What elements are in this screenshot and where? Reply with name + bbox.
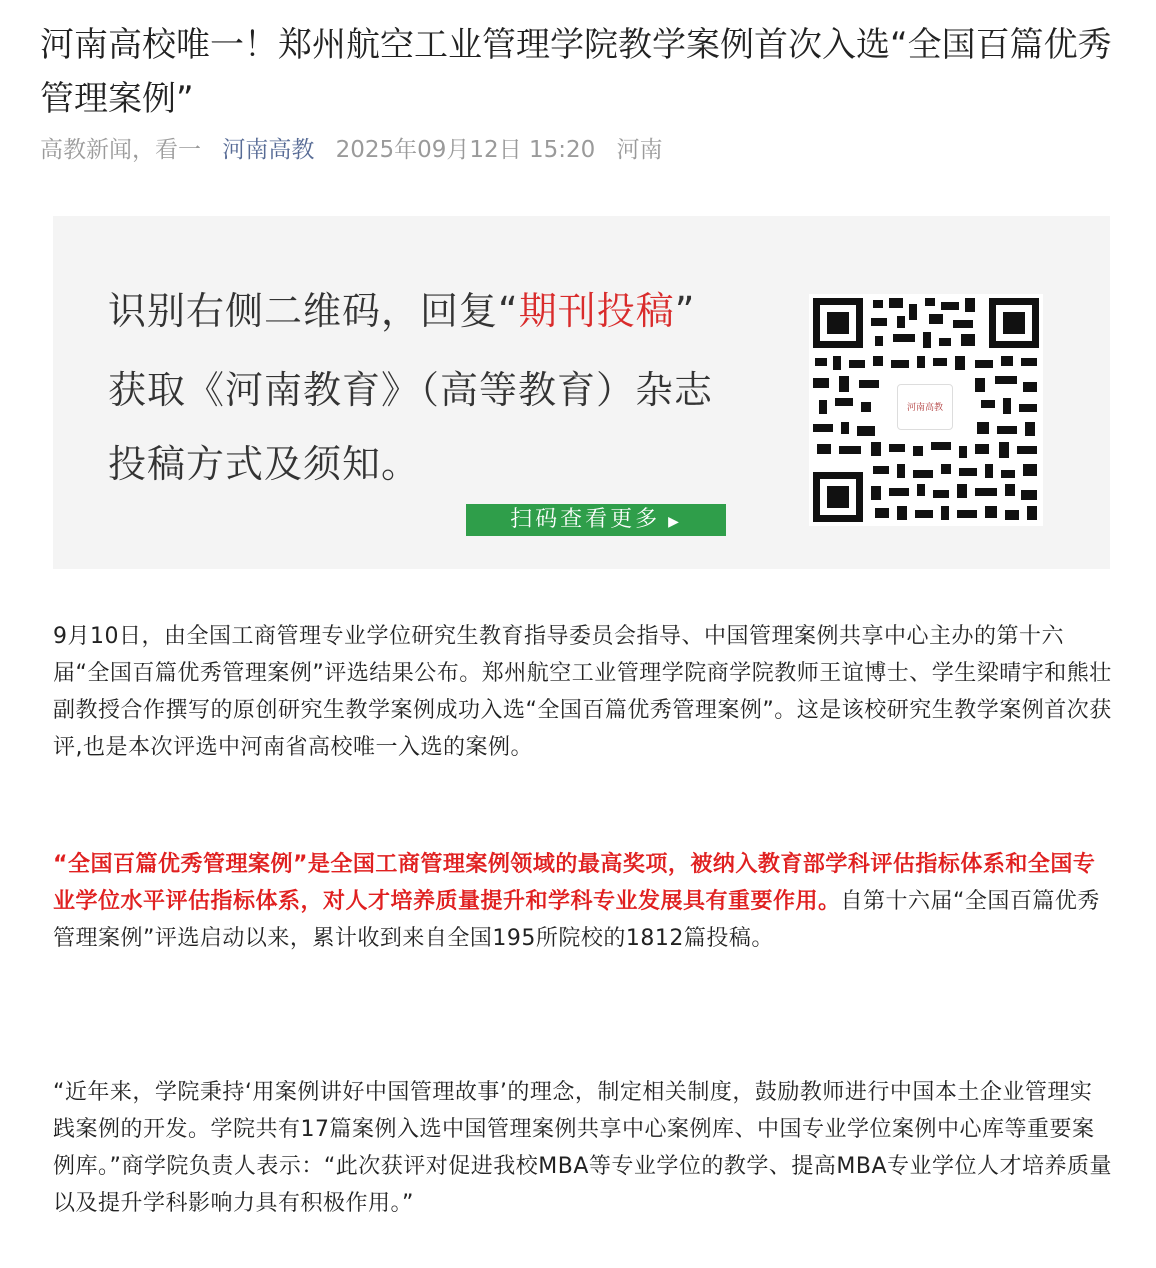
banner-line-1-prefix: 识别右侧二维码，回复“ xyxy=(108,289,519,333)
publish-location: 河南 xyxy=(616,137,663,163)
banner-line-2: 获取《河南教育》（高等教育）杂志 xyxy=(108,368,714,412)
play-arrow-icon: ▶ xyxy=(668,514,682,530)
scan-more-button[interactable] xyxy=(466,504,726,536)
body-paragraph-2-rest: 自第十六届“全国百篇优秀管理案例”评选启动以来，累计收到来自全国195所院校的1812篇投稿。 xyxy=(53,889,1100,951)
banner-line-3: 投稿方式及须知。 xyxy=(108,442,421,486)
body-paragraph-1: 9月10日，由全国工商管理专业学位研究生教育指导委员会指导、中国管理案例共享中心主办的第十六届“全国百篇优秀管理案例”评选结果公布。郑州航空工业管理学院商学院教师王谊博士、学生梁晴宇和熊壮副教授合作撰写的原创研究生教学案例成功入选“全国百篇优秀管理案例”。这是该校研究生教学案例首次获评,也是本次评选中河南省高校唯一入选的案例。 xyxy=(53,624,1112,760)
body-paragraph-3: “近年来，学院秉持‘用案例讲好中国管理故事’的理念，制定相关制度，鼓励教师进行中国本土企业管理实践案例的开发。学院共有17篇案例入选中国管理案例共享中心案例库、中国专业学位案例中心库等重要案例库。”商学院负责人表示：“此次获评对促进我校MBA等专业学位的教学、提高MBA专业学位人才培养质量以及提升学科影响力具有积极作用。” xyxy=(53,1080,1113,1216)
scan-more-label: 扫码查看更多 xyxy=(510,507,661,532)
banner-line-1-suffix: ” xyxy=(674,289,696,333)
account-name-link[interactable]: 河南高教 xyxy=(222,137,315,163)
banner-highlight: 期刊投稿 xyxy=(518,289,675,333)
emphasis-text: “全国百篇优秀管理案例”是全国工商管理案例领域的最高奖项，被纳入教育部学科评估指标体系和全国专业学位水平评估指标体系，对人才培养质量提升和学科专业发展具有重要作用。 xyxy=(53,852,1096,914)
qr-code-icon[interactable] xyxy=(809,294,1043,526)
meta-tag: 高教新闻，看一 xyxy=(40,137,201,163)
qr-center-logo: 河南高教 xyxy=(897,384,953,430)
submission-banner-image[interactable] xyxy=(53,216,1110,569)
publish-datetime: 2025年09月12日 15:20 xyxy=(335,137,596,163)
article-title: 河南高校唯一！郑州航空工业管理学院教学案例首次入选“全国百篇优秀管理案例” xyxy=(40,25,1112,119)
article-meta xyxy=(40,132,677,168)
body-paragraph-2 xyxy=(53,846,1113,957)
banner-line-1 xyxy=(108,286,695,336)
